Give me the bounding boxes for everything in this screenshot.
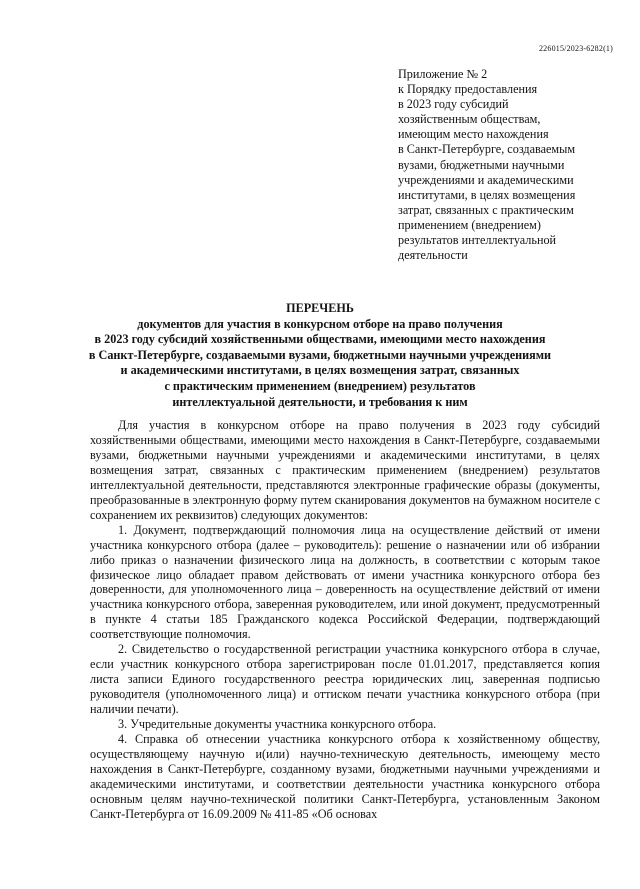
document-title: [60, 301, 580, 410]
document-registration-number: 226015/2023-6282(1): [538, 44, 613, 53]
appendix-line: в 2023 году субсидий: [398, 97, 509, 112]
appendix-line: Приложение № 2: [398, 67, 488, 81]
list-item-1: 1. Документ, подтверждающий полномочия лица на осуществление действий от имени участника конкурсного отбора (далее – руководитель): решение о назначении или об избрании либо приказ о назначении физического лица на должность, в соответствии с которым такое физическое лицо обладает правом действовать от имени участника конкурсного отбора без доверенности, для уполномоченного лица – доверенность на осуществление действий от имени участника конкурсного отбора, заверенная руководителем, или иной документ, предусмотренный в пункте 4 статьи 185 Гражданского кодекса Российской Федерации, подтверждающий соответствующие полномочия.: [90, 522, 600, 642]
list-item-3: 3. Учредительные документы участника конкурсного отбора.: [118, 717, 437, 732]
appendix-line: применением (внедрением): [398, 217, 541, 232]
appendix-line: затрат, связанных с практическим: [398, 202, 574, 217]
title-line: интеллектуальной деятельности, и требования к ним: [172, 394, 468, 409]
title-line: и академическими институтами, в целях возмещения затрат, связанных: [120, 363, 520, 378]
appendix-line: хозяйственным обществам,: [398, 112, 541, 127]
appendix-line: учреждениями и академическими: [398, 172, 574, 187]
list-item-4: 4. Справка об отнесении участника конкурсного отбора к хозяйственному обществу, осуществляющему научную и(или) научно-техническую деятельность, имеющему место нахождения в Санкт-Петербурге, созданному вузами, бюджетными научными учреждениями и академическими институтами, и соответствии деятельности участника конкурсного отбора основным целям научно-технической политики Санкт-Петербурга, установленным Законом Санкт-Петербурга от 16.09.2009 № 411-85 «Об основах: [90, 732, 600, 821]
title-line: с практическим применением (внедрением) результатов: [164, 378, 476, 393]
list-item-2: 2. Свидетельство о государственной регистрации участника конкурсного отбора в случае, если участник конкурсного отбора зарегистрирован после 01.01.2017, представляется копия листа записи Единого государственного реестра юридических лиц, заверенная подписью руководителя (уполномоченного лица) и оттиском печати участника конкурсного отбора (при наличии печати).: [90, 642, 600, 717]
appendix-line: результатов интеллектуальной: [398, 233, 557, 248]
title-line: в Санкт-Петербурге, создаваемыми вузами, бюджетными научными учреждениями: [88, 347, 552, 362]
appendix-header: [398, 67, 623, 263]
appendix-line: в Санкт-Петербурге, создаваемым: [398, 142, 576, 157]
document-body: [90, 418, 600, 822]
title-line: ПЕРЕЧЕНЬ: [286, 301, 354, 315]
appendix-line: имеющим место нахождения: [398, 127, 549, 142]
intro-paragraph: Для участия в конкурсном отборе на право получения в 2023 году субсидий хозяйственными обществами, имеющими место нахождения в Санкт-Петербурге, создаваемыми вузами, бюджетными научными учреждениями и академическими институтами, в целях возмещения затрат, связанных с практическим применением (внедрением) результатов интеллектуальной деятельности, представляются электронные графические образы (документы, преобразованные в электронную форму путем сканирования документов на бумажном носителе с сохранением их реквизитов) следующих документов:: [90, 418, 600, 522]
title-line: документов для участия в конкурсном отборе на право получения: [137, 316, 503, 331]
appendix-line: институтами, в целях возмещения: [398, 187, 576, 202]
appendix-line: к Порядку предоставления: [398, 82, 538, 97]
appendix-line: вузами, бюджетными научными: [398, 157, 565, 172]
appendix-line: деятельности: [398, 248, 468, 263]
title-line: в 2023 году субсидий хозяйственными обществами, имеющими место нахождения: [94, 332, 546, 347]
